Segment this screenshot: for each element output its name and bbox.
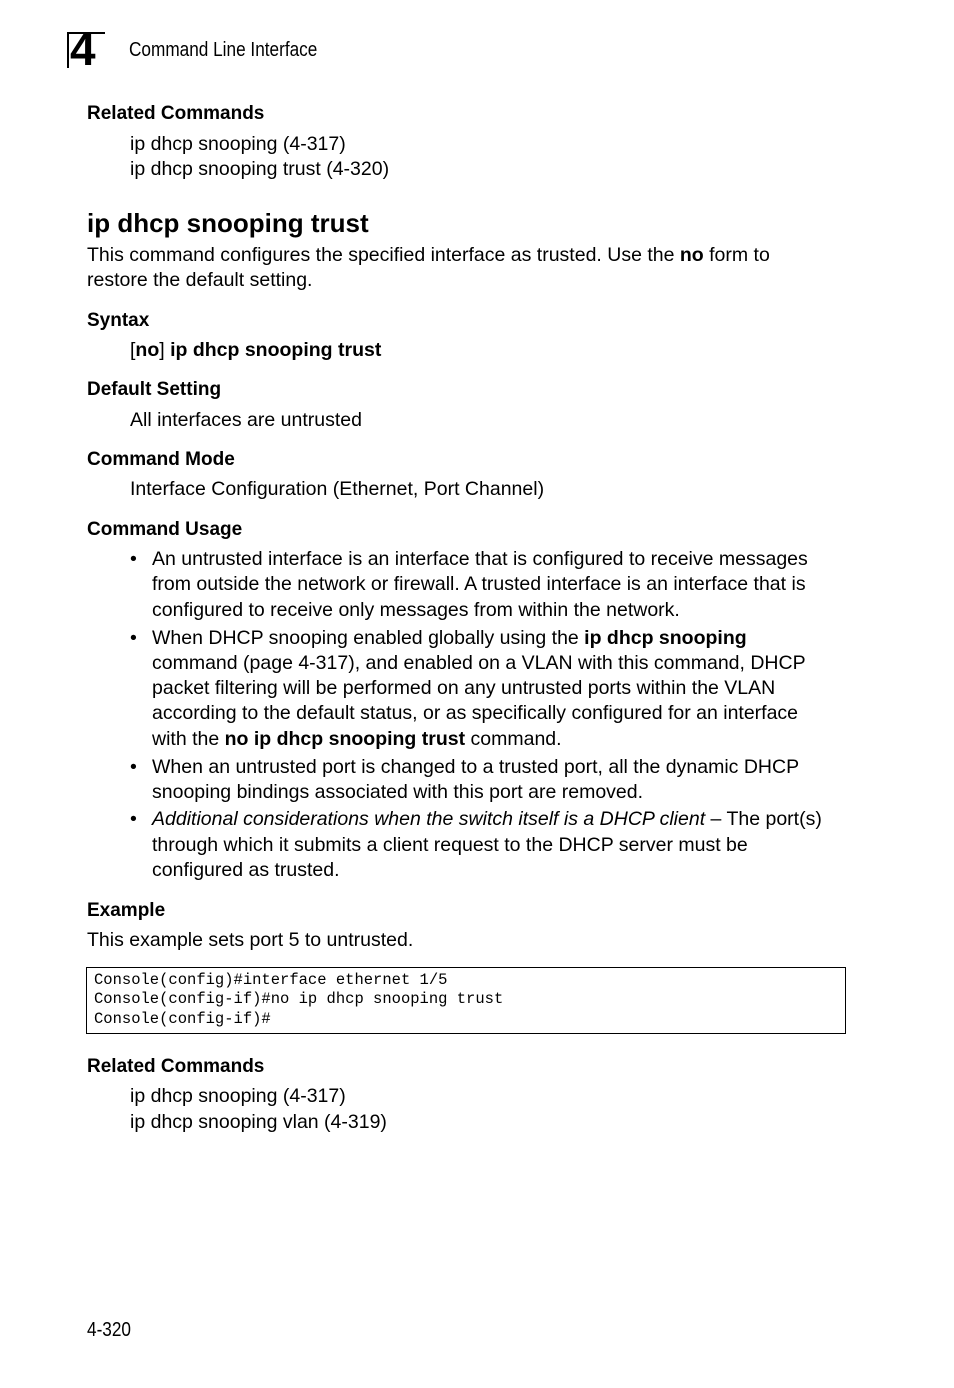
running-header-title: Command Line Interface — [129, 39, 318, 61]
code-example-box — [86, 967, 846, 1034]
list-item-continuation: configured as trusted. — [152, 859, 340, 881]
related-commands-heading: Related Commands — [87, 103, 265, 124]
example-text: This example sets port 5 to untrusted. — [87, 929, 414, 951]
list-item: • When DHCP snooping enabled globally using the ip dhcp snooping — [152, 626, 852, 652]
code-line: Console(config-if)#no ip dhcp snooping trust — [94, 990, 504, 1008]
related-command-item: ip dhcp snooping vlan (4-319) — [130, 1111, 387, 1133]
list-item-continuation: through which it submits a client request to the DHCP server must be — [152, 834, 748, 856]
related-command-item: ip dhcp snooping (4-317) — [130, 1085, 346, 1107]
list-item-continuation: configured to receive only messages from within the network. — [152, 599, 680, 621]
command-mode-text: Interface Configuration (Ethernet, Port Channel) — [130, 478, 545, 500]
syntax-command: [no] ip dhcp snooping trust — [130, 339, 382, 361]
section-intro-line2: restore the default setting. — [87, 269, 313, 291]
default-setting-text: All interfaces are untrusted — [130, 409, 362, 431]
code-line: Console(config)#interface ethernet 1/5 — [94, 971, 448, 989]
code-line: Console(config-if)# — [94, 1010, 271, 1028]
command-mode-heading: Command Mode — [87, 449, 235, 470]
related-commands-heading: Related Commands — [87, 1056, 265, 1077]
page-number: 4-320 — [87, 1319, 131, 1341]
bullet: • — [130, 756, 137, 778]
example-heading: Example — [87, 900, 166, 921]
list-item-continuation: command (page 4-317), and enabled on a VLAN with this command, DHCP — [152, 652, 806, 674]
bullet: • — [130, 548, 137, 570]
bullet: • — [130, 808, 137, 830]
bullet: • — [130, 627, 137, 649]
section-intro-line1: This command configures the specified interface as trusted. Use the no form to — [87, 244, 770, 266]
chapter-number: 4 — [70, 23, 96, 75]
syntax-heading: Syntax — [87, 310, 150, 331]
list-item: • An untrusted interface is an interface that is configured to receive messages — [152, 547, 852, 573]
list-item-continuation: according to the default status, or as specifically configured for an interface — [152, 702, 799, 724]
list-item: • Additional considerations when the switch itself is a DHCP client – The port(s) — [152, 807, 852, 833]
section-title: ip dhcp snooping trust — [87, 208, 369, 238]
default-setting-heading: Default Setting — [87, 379, 222, 400]
list-item-continuation: packet filtering will be performed on any untrusted ports within the VLAN — [152, 677, 776, 699]
list-item: • When an untrusted port is changed to a trusted port, all the dynamic DHCP — [152, 755, 852, 781]
list-item-continuation: from outside the network or firewall. A trusted interface is an interface that is — [152, 573, 806, 595]
related-command-item: ip dhcp snooping trust (4-320) — [130, 158, 390, 180]
list-item-continuation: snooping bindings associated with this port are removed. — [152, 781, 644, 803]
command-usage-heading: Command Usage — [87, 519, 243, 540]
list-item-continuation: with the no ip dhcp snooping trust command. — [152, 728, 562, 750]
related-command-item: ip dhcp snooping (4-317) — [130, 133, 346, 155]
